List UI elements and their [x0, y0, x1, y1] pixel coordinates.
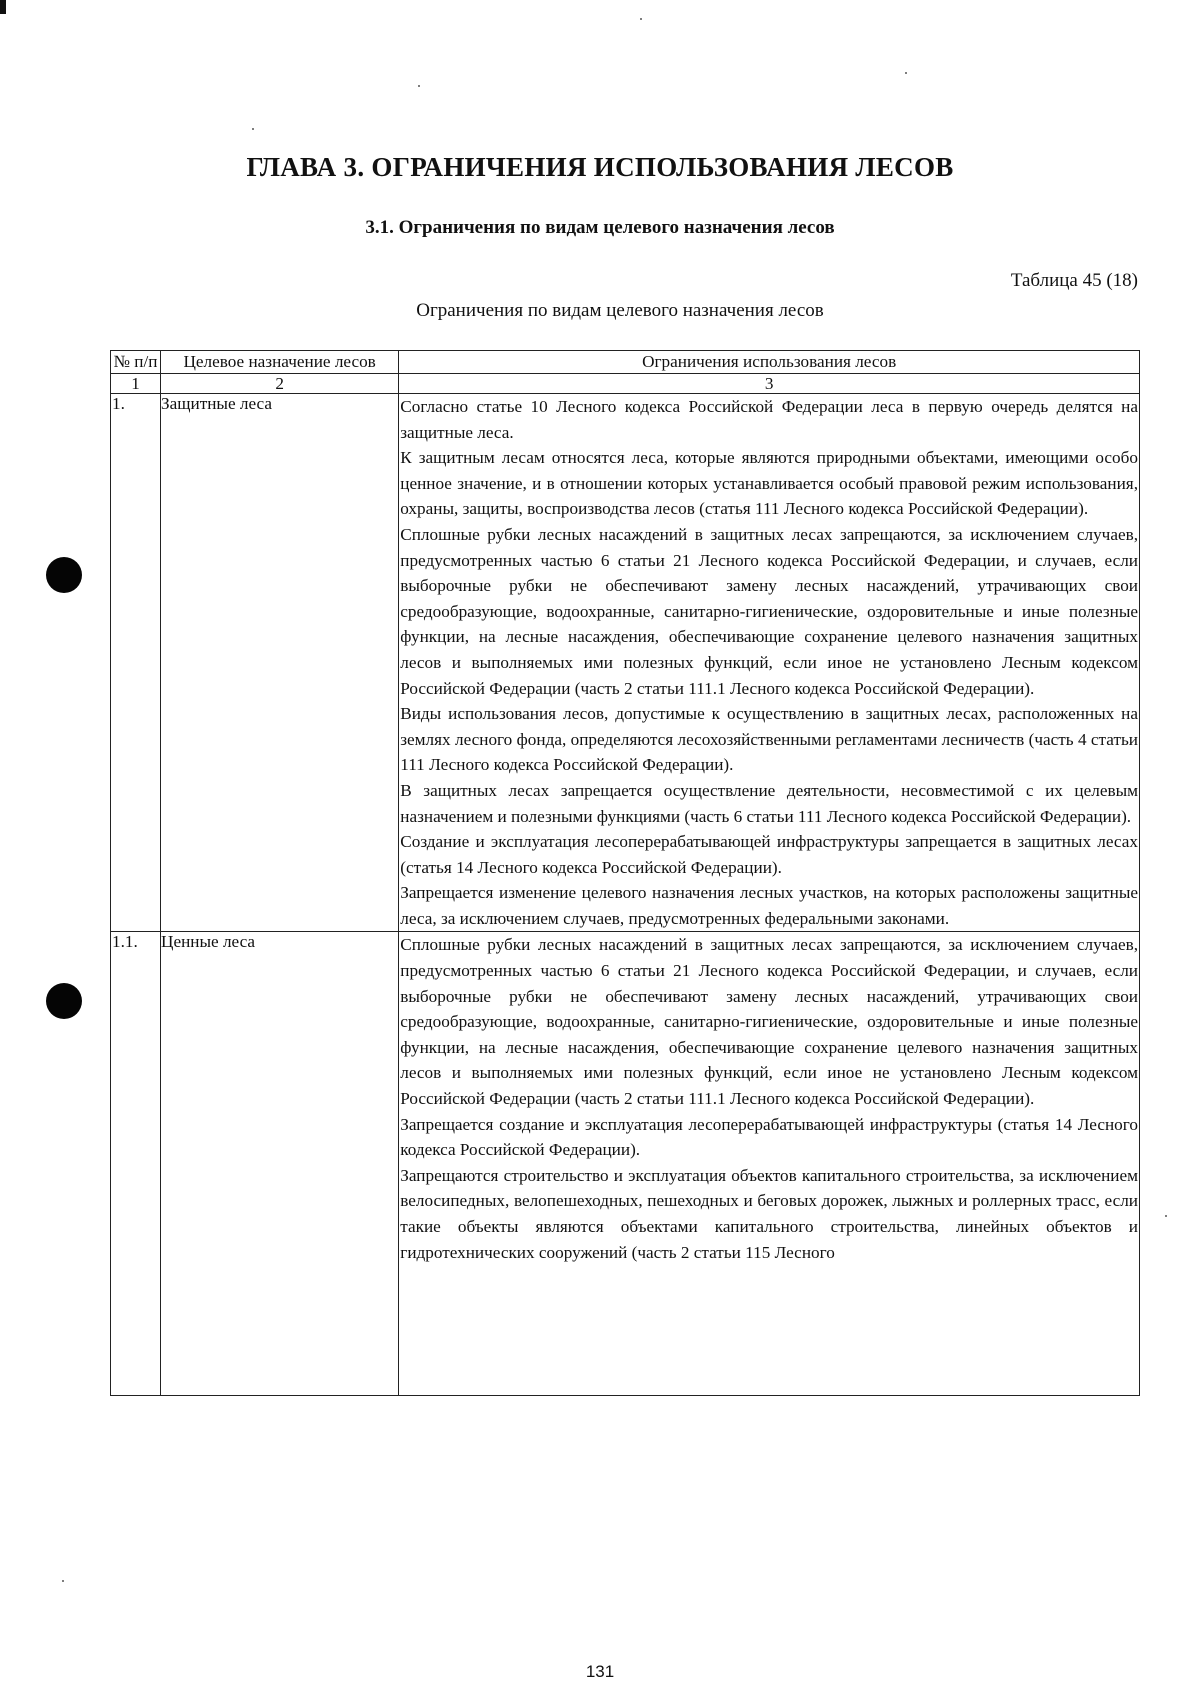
column-number-row: [111, 374, 1140, 394]
chapter-title: ГЛАВА 3. ОГРАНИЧЕНИЯ ИСПОЛЬЗОВАНИЯ ЛЕСОВ: [246, 152, 954, 182]
table-header-row: [111, 351, 1140, 374]
restriction-paragraph: Запрещаются строительство и эксплуатация объектов капитального строительства, за исключением велосипедных, велопешеходных, пешеходных и беговых дорожек, лыжных и роллерных трасс, если такие объекты являются объектами капитального строительства, линейных объектов и гидротехнических сооружений (часть 2 статьи 115 Лесного: [400, 1165, 1138, 1262]
table-caption: Ограничения по видам целевого назначения лесов: [416, 300, 824, 321]
restrictions-table: [110, 350, 1140, 1396]
restriction-paragraph: Сплошные рубки лесных насаждений в защитных лесах запрещаются, за исключением случаев, предусмотренных частью 6 статьи 21 Лесного кодекса Российской Федерации, и случаев, если выборочные рубки не обеспечивают замену лесных насаждений, утрачивающих свои средообразующие, водоохранные, санитарно-гигиенические, оздоровительные и иные полезные функции, на лесные насаждения, обеспечивающие сохранение целевого назначения защитных лесов и выполняемых ими полезных функций, если иное не установлено Лесным кодексом Российской Федерации (часть 2 статьи 111.1 Лесного кодекса Российской Федерации).: [400, 524, 1138, 698]
page-number: 131: [585, 1662, 615, 1681]
column-number: 1: [111, 374, 161, 394]
restriction-paragraph: В защитных лесах запрещается осуществление деятельности, несовместимой с их целевым назначением и полезными функциями (часть 6 статьи 111 Лесного кодекса Российской Федерации).: [400, 780, 1138, 826]
restriction-paragraph: Виды использования лесов, допустимые к осуществлению в защитных лесах, расположенных на землях лесного фонда, определяются лесохозяйственными регламентами лесничеств (часть 4 статьи 111 Лесного кодекса Российской Федерации).: [400, 704, 1138, 775]
table-row: [111, 932, 1140, 1396]
restriction-paragraph: Согласно статье 10 Лесного кодекса Российской Федерации леса в первую очередь делятся на защитные леса.: [400, 397, 1138, 442]
header-purpose: Целевое назначение лесов: [161, 351, 399, 374]
row-purpose: Защитные леса: [161, 394, 399, 932]
column-number: 2: [161, 374, 399, 394]
restriction-paragraph: Запрещается изменение целевого назначения лесных участков, на которых расположены защитные леса, за исключением случаев, предусмотренных федеральными законами.: [400, 883, 1138, 928]
header-restrictions: Ограничения использования лесов: [399, 351, 1140, 374]
restriction-paragraph: Запрещается создание и эксплуатация лесоперерабатывающей инфраструктуры (статья 14 Лесного кодекса Российской Федерации).: [400, 1114, 1138, 1160]
column-number: 3: [399, 374, 1140, 394]
row-number: 1.1.: [111, 932, 161, 1396]
scan-speck: [1165, 1215, 1167, 1217]
row-purpose: Ценные леса: [161, 932, 399, 1396]
header-number: № п/п: [111, 351, 161, 374]
restrictions-continued-text: [400, 932, 1138, 1343]
restriction-paragraph: Создание и эксплуатация лесоперерабатывающей инфраструктуры запрещается в защитных лесах (статья 14 Лесного кодекса Российской Федерации).: [400, 832, 1138, 877]
scan-speck: [905, 72, 907, 74]
row-number: 1.: [111, 394, 161, 932]
section-title: 3.1. Ограничения по видам целевого назначения лесов: [365, 217, 835, 238]
row-restrictions: [399, 932, 1140, 1396]
row-restrictions: [399, 394, 1140, 932]
table-row: [111, 394, 1140, 932]
restriction-paragraph: К защитным лесам относятся леса, которые являются природными объектами, имеющими особо ценное значение, и в отношении которых устанавливается особый правовой режим использования, охраны, защиты, воспроизводства лесов (статья 111 Лесного кодекса Российской Федерации).: [400, 448, 1138, 519]
punch-hole-bottom: [46, 983, 82, 1019]
scan-corner-mark: [0, 0, 6, 14]
restriction-paragraph: Сплошные рубки лесных насаждений в защитных лесах запрещаются, за исключением случаев, предусмотренных частью 6 статьи 21 Лесного кодекса Российской Федерации, и случаев, если выборочные рубки не обеспечивают замену лесных насаждений, утрачивающих свои средообразующие, водоохранные, санитарно-гигиенические, оздоровительные и иные полезные функции, на лесные насаждения, обеспечивающие сохранение целевого назначения защитных лесов и выполняемых ими полезных функций, если иное не установлено Лесным кодексом Российской Федерации (часть 2 статьи 111.1 Лесного кодекса Российской Федерации).: [400, 935, 1138, 1109]
scan-speck: [640, 18, 642, 20]
scan-speck: [252, 128, 254, 130]
table-number: Таблица 45 (18): [1010, 270, 1138, 291]
scan-speck: [62, 1580, 64, 1582]
punch-hole-top: [46, 557, 82, 593]
scan-speck: [418, 85, 420, 87]
